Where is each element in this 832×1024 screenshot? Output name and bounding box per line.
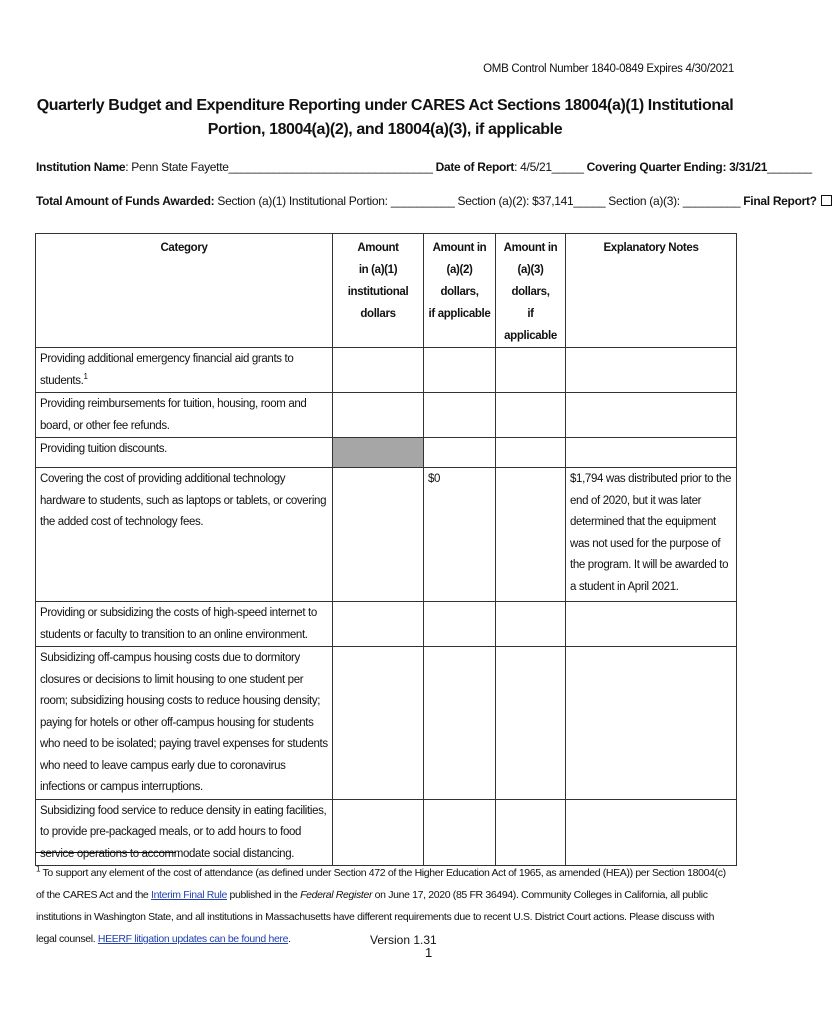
- cell-amount-a1[interactable]: [333, 799, 424, 866]
- federal-register-text: Federal Register: [300, 889, 373, 901]
- cell-amount-a1[interactable]: [333, 602, 424, 647]
- footnote-marker: 1: [83, 371, 88, 381]
- row-category: Subsidizing off-campus housing costs due to dormitory closures or decisions to limit housing to one student per room; subsidizing housing costs to reduce housing density; paying for hotels or other off-campus housing for students who need to be isolated; paying travel expenses for students who need to leave campus early due to coronavirus infections or campus interruptions.: [36, 647, 333, 800]
- section-a1-blank: __________: [390, 194, 455, 208]
- section-a3-label: Section (a)(3):: [608, 194, 683, 208]
- section-a2-blank: _____: [573, 194, 606, 208]
- header-amount-a2: Amount in (a)(2) dollars, if applicable: [424, 234, 496, 348]
- institution-name-label: Institution Name: [36, 160, 126, 174]
- section-a1-label: Section (a)(1) Institutional Portion:: [217, 194, 391, 208]
- table-row: [36, 468, 737, 602]
- table-row: [36, 647, 737, 800]
- cell-amount-a3[interactable]: [496, 647, 566, 800]
- table-row: [36, 438, 737, 468]
- funds-awarded-line: [36, 194, 817, 208]
- row-category: Providing tuition discounts.: [36, 438, 333, 468]
- section-a3-blank: _________: [682, 194, 741, 208]
- table-header-row: [36, 234, 737, 348]
- cell-notes[interactable]: [566, 393, 737, 438]
- cell-amount-a3[interactable]: [496, 393, 566, 438]
- institution-line: [36, 160, 812, 174]
- table-row: [36, 393, 737, 438]
- institution-name-blank: ________________________________: [228, 160, 433, 174]
- covering-quarter-label: Covering Quarter Ending: 3/31/21: [586, 160, 768, 174]
- table-row: [36, 602, 737, 647]
- cell-notes[interactable]: $1,794 was distributed prior to the end of 2020, but it was later determined that the equipment was not used for the purpose of the program. It will be awarded to a student in April 2021.: [566, 468, 737, 602]
- cell-notes[interactable]: [566, 438, 737, 468]
- cell-amount-a2[interactable]: [424, 799, 496, 866]
- cell-amount-a2[interactable]: $0: [424, 468, 496, 602]
- expenditure-table: [35, 233, 737, 866]
- table-row: [36, 799, 737, 866]
- footnote-number: 1: [36, 864, 41, 874]
- cell-amount-a3[interactable]: [496, 468, 566, 602]
- footnote-text-3: on June 17, 2020 (85 FR 36494). Community Colleges in California, all public institutions in Washington State, and all institutions in Massachusetts have different requirements due to recent U.S. District Court actions. Please discuss with legal counsel.: [36, 889, 715, 945]
- cell-amount-a1-shaded: [333, 438, 424, 468]
- cell-amount-a1[interactable]: [333, 348, 424, 393]
- cell-amount-a1[interactable]: [333, 393, 424, 438]
- version-label: Version 1.31: [370, 933, 437, 947]
- table-row: [36, 348, 737, 393]
- cell-amount-a3[interactable]: [496, 799, 566, 866]
- cell-notes[interactable]: [566, 799, 737, 866]
- cell-amount-a1[interactable]: [333, 647, 424, 800]
- row-category: Providing reimbursements for tuition, housing, room and board, or other fee refunds.: [36, 393, 333, 438]
- cell-amount-a3[interactable]: [496, 438, 566, 468]
- footnote-text-4: .: [288, 933, 291, 945]
- funds-awarded-label: Total Amount of Funds Awarded:: [36, 194, 215, 208]
- cell-notes[interactable]: [566, 348, 737, 393]
- final-report-checkbox[interactable]: [821, 195, 832, 206]
- covering-quarter-blank: _______: [767, 160, 812, 174]
- page-number: 1: [425, 945, 433, 960]
- institution-name-value: : Penn State Fayette: [125, 160, 229, 174]
- cell-amount-a2[interactable]: [424, 348, 496, 393]
- final-report-label: Final Report?: [743, 194, 817, 208]
- footnote-text-2: published in the: [226, 889, 301, 901]
- date-of-report-value: : 4/5/21: [514, 160, 552, 174]
- date-of-report-label: Date of Report: [435, 160, 515, 174]
- cell-notes[interactable]: [566, 602, 737, 647]
- cell-notes[interactable]: [566, 647, 737, 800]
- row-category: Covering the cost of providing additional technology hardware to students, such as laptops or tablets, or covering the added cost of technology fees.: [36, 468, 333, 602]
- omb-control-number: OMB Control Number 1840-0849 Expires 4/30/2021: [483, 63, 734, 75]
- section-a2-value: Section (a)(2): $37,141: [457, 194, 574, 208]
- row-category: Subsidizing food service to reduce density in eating facilities, to provide pre-packaged meals, or to add hours to food service operations to accommodate social distancing.: [36, 799, 333, 866]
- cell-amount-a2[interactable]: [424, 602, 496, 647]
- cell-amount-a2[interactable]: [424, 393, 496, 438]
- header-amount-a3: Amount in (a)(3) dollars, if applicable: [496, 234, 566, 348]
- header-amount-a1: Amount in (a)(1) institutional dollars: [333, 234, 424, 348]
- page-title: Quarterly Budget and Expenditure Reporting under CARES Act Sections 18004(a)(1) Institutional Portion, 18004(a)(2), and 18004(a)(3), if applicable: [36, 97, 734, 138]
- footnote-text-1: To support any element of the cost of attendance (as defined under Section 472 of the Higher Education Act of 1965, as amended (HEA)) per Section 18004(c) of the CARES Act and the: [36, 867, 726, 901]
- heerf-litigation-link[interactable]: HEERF litigation updates can be found here: [97, 933, 289, 945]
- date-blank: _____: [551, 160, 584, 174]
- row-category: Providing or subsidizing the costs of high-speed internet to students or faculty to transition to an online environment.: [36, 602, 333, 647]
- footnote-divider: [36, 852, 176, 853]
- header-category: Category: [36, 234, 333, 348]
- row-category: Providing additional emergency financial aid grants to students.$^1$: [36, 348, 333, 393]
- interim-final-rule-link[interactable]: Interim Final Rule: [151, 889, 227, 901]
- header-explanatory-notes: Explanatory Notes: [566, 234, 737, 348]
- cell-amount-a2[interactable]: [424, 438, 496, 468]
- cell-amount-a2[interactable]: [424, 647, 496, 800]
- cell-amount-a1[interactable]: [333, 468, 424, 602]
- cell-amount-a3[interactable]: [496, 602, 566, 647]
- cell-amount-a3[interactable]: [496, 348, 566, 393]
